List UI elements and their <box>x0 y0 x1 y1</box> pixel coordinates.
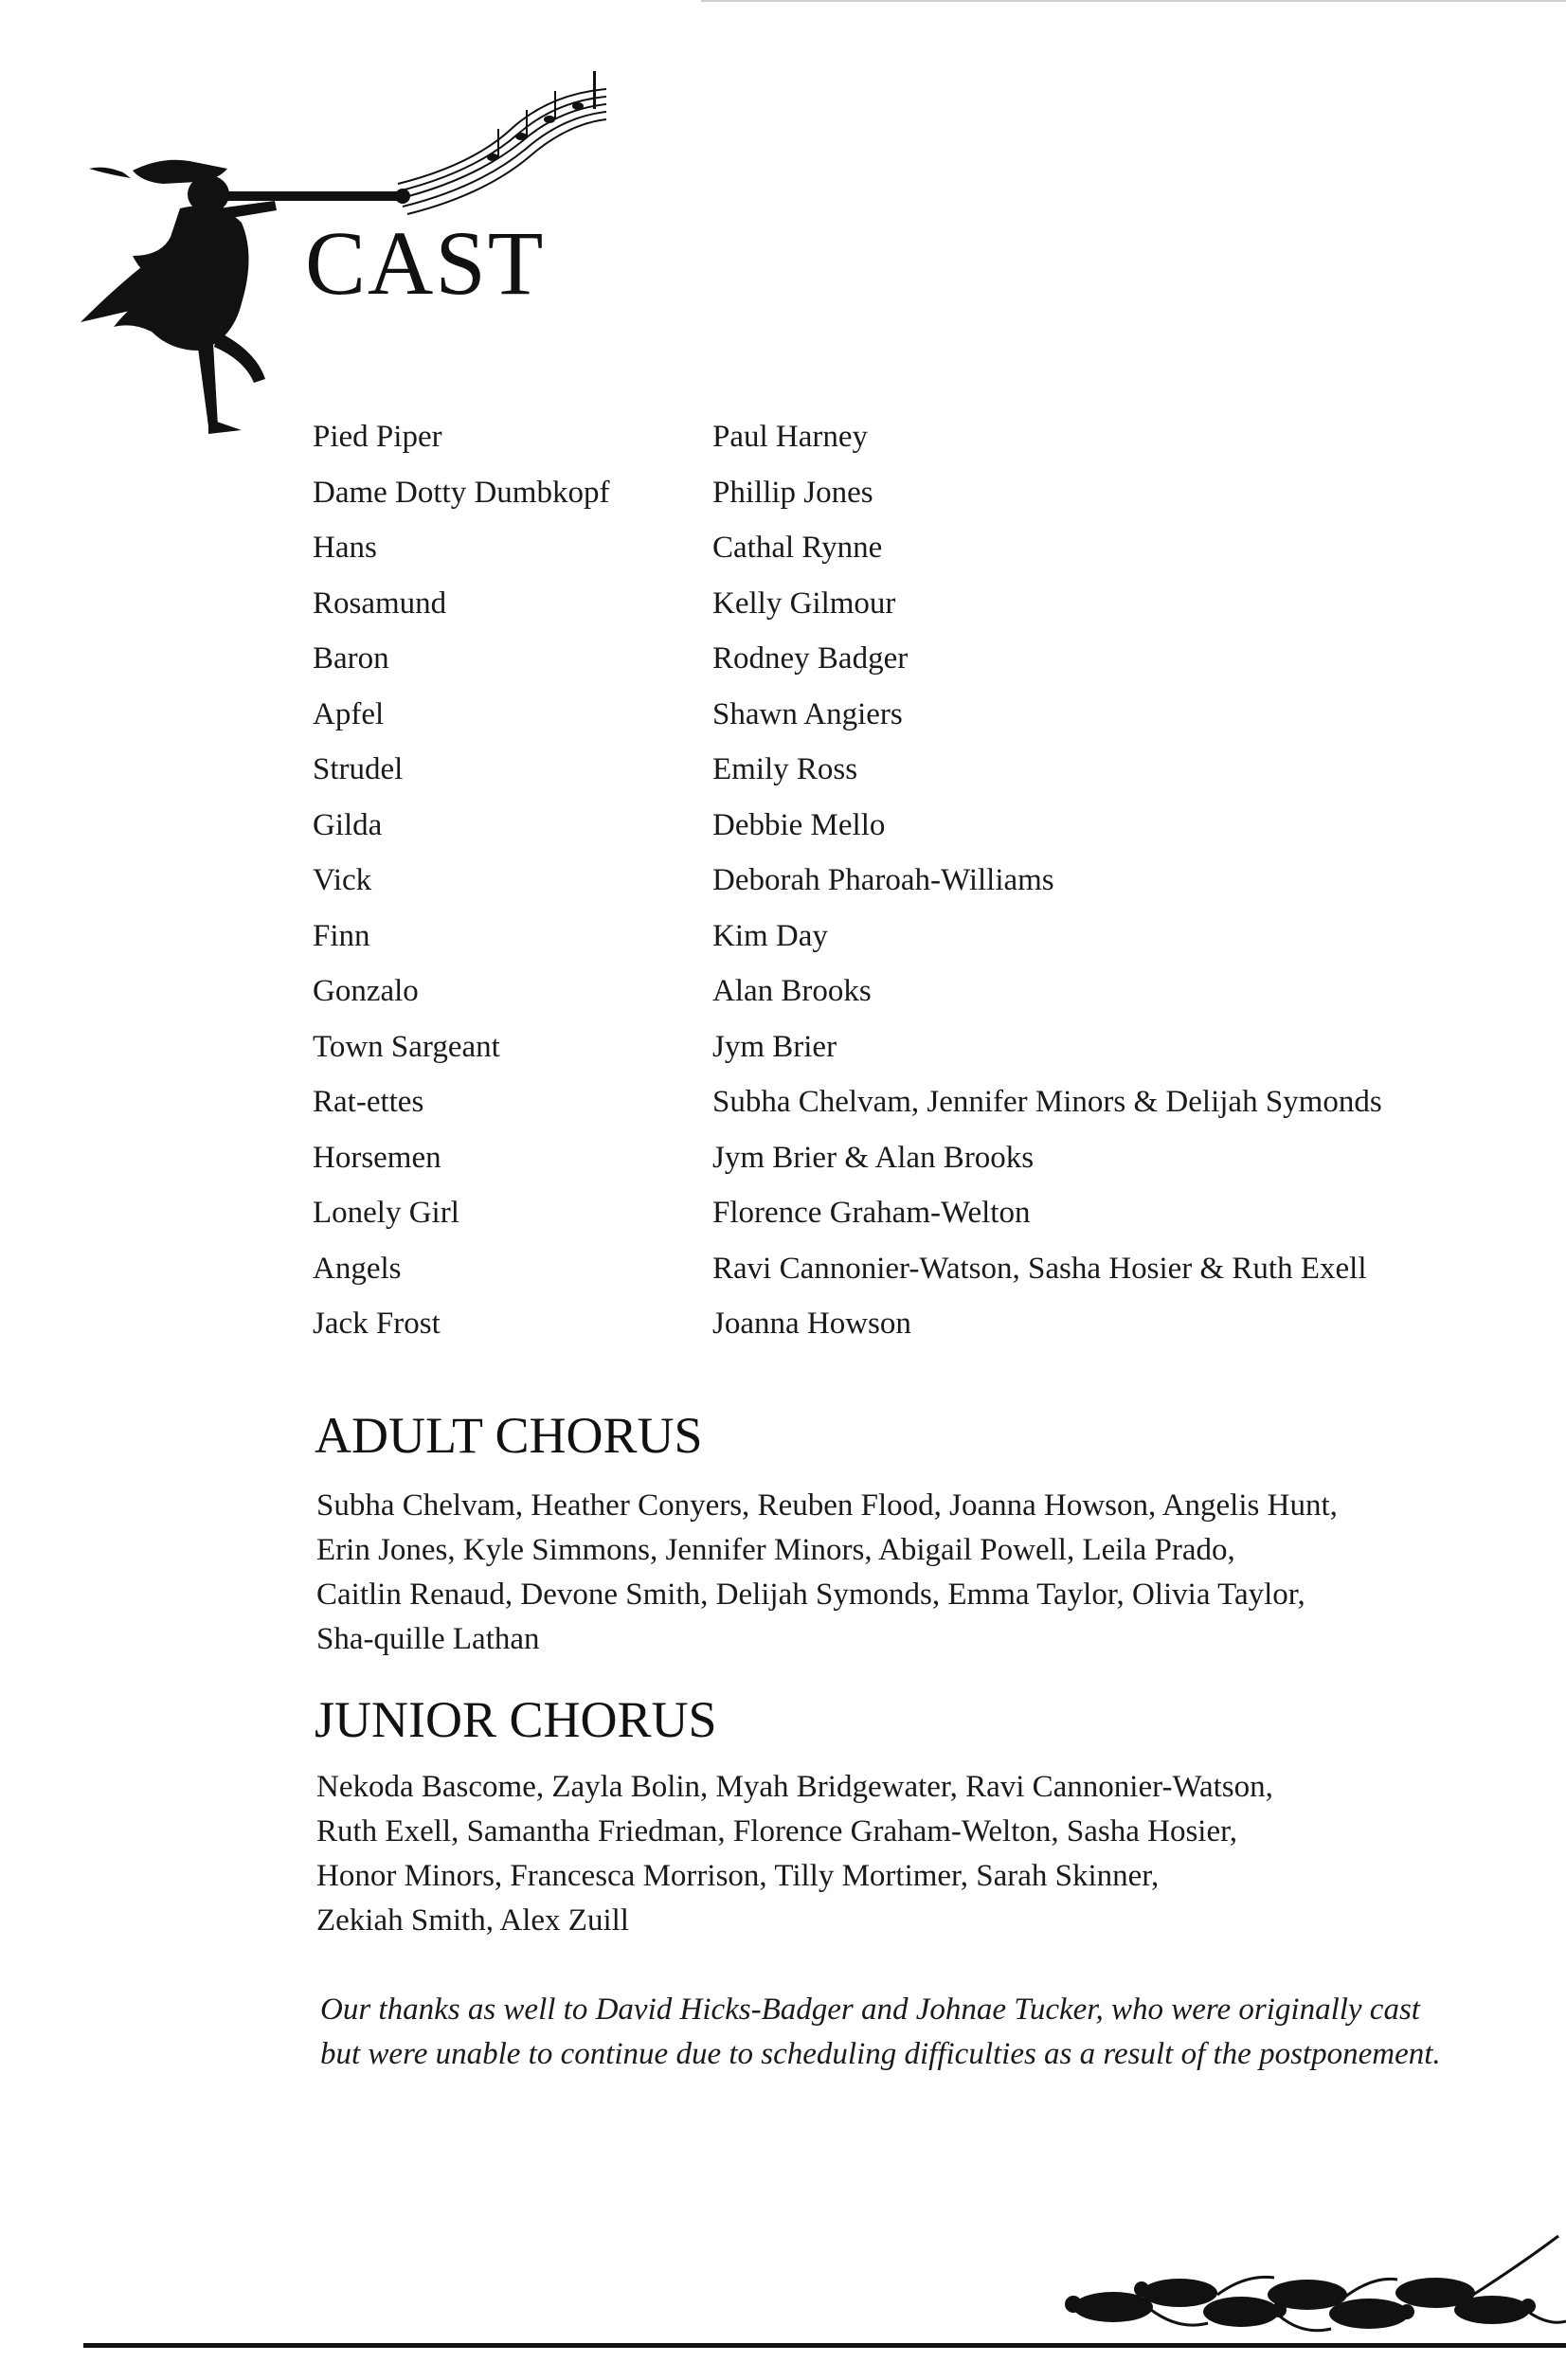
cast-actor: Phillip Jones <box>712 475 873 510</box>
cast-row <box>313 1074 1506 1130</box>
junior-chorus-line: Honor Minors, Francesca Morrison, Tilly Mortimer, Sarah Skinner, <box>316 1859 1160 1893</box>
cast-row <box>313 853 1506 909</box>
cast-actor: Paul Harney <box>712 420 869 454</box>
cast-actor: Alan Brooks <box>712 974 872 1008</box>
cast-row <box>313 1241 1506 1297</box>
cast-actor: Jym Brier & Alan Brooks <box>712 1140 1035 1175</box>
cast-role: Baron <box>313 641 389 676</box>
cast-list <box>313 409 1506 1352</box>
cast-actor: Rodney Badger <box>712 641 909 676</box>
junior-chorus-line: Zekiah Smith, Alex Zuill <box>316 1903 629 1938</box>
cast-actor: Cathal Rynne <box>712 531 883 565</box>
cast-row <box>313 520 1506 576</box>
cast-row <box>313 576 1506 632</box>
top-edge-line <box>701 0 1566 2</box>
cast-actor: Deborah Pharoah-Williams <box>712 863 1054 897</box>
cast-role: Jack Frost <box>313 1307 441 1341</box>
rats-silhouette-icon <box>1047 2217 1566 2345</box>
cast-actor: Jym Brier <box>712 1029 837 1064</box>
junior-chorus-heading: JUNIOR CHORUS <box>315 1691 717 1748</box>
cast-role: Rosamund <box>313 586 447 621</box>
cast-actor: Kelly Gilmour <box>712 586 896 621</box>
cast-actor: Subha Chelvam, Jennifer Minors & Delijah Symonds <box>712 1085 1382 1119</box>
cast-actor: Ravi Cannonier-Watson, Sasha Hosier & Ruth Exell <box>712 1251 1367 1286</box>
cast-role: Hans <box>313 531 377 565</box>
cast-row <box>313 1296 1506 1352</box>
thanks-line: Our thanks as well to David Hicks-Badger and Johnae Tucker, who were originally cast <box>320 1992 1420 2027</box>
cast-row <box>313 1019 1506 1075</box>
cast-role: Apfel <box>313 696 385 731</box>
cast-role: Angels <box>313 1251 402 1286</box>
adult-chorus-line: Erin Jones, Kyle Simmons, Jennifer Minors, Abigail Powell, Leila Prado, <box>316 1533 1235 1567</box>
cast-row <box>313 798 1506 854</box>
cast-row <box>313 409 1506 465</box>
cast-role: Rat-ettes <box>313 1085 424 1119</box>
cast-actor: Kim Day <box>712 918 828 953</box>
adult-chorus-heading: ADULT CHORUS <box>315 1407 703 1464</box>
cast-row <box>313 909 1506 965</box>
cast-actor: Debbie Mello <box>712 807 886 842</box>
cast-role: Gilda <box>313 807 383 842</box>
cast-row <box>313 465 1506 521</box>
adult-chorus-line: Subha Chelvam, Heather Conyers, Reuben Flood, Joanna Howson, Angelis Hunt, <box>316 1488 1338 1523</box>
cast-role: Town Sargeant <box>313 1029 500 1064</box>
cast-actor: Florence Graham-Welton <box>712 1196 1031 1230</box>
cast-row <box>313 964 1506 1019</box>
cast-row <box>313 1185 1506 1241</box>
cast-role: Lonely Girl <box>313 1196 459 1230</box>
cast-role: Strudel <box>313 752 404 786</box>
junior-chorus-line: Nekoda Bascome, Zayla Bolin, Myah Bridgewater, Ravi Cannonier-Watson, <box>316 1770 1273 1804</box>
cast-row <box>313 742 1506 798</box>
cast-role: Horsemen <box>313 1140 441 1175</box>
cast-role: Pied Piper <box>313 420 442 454</box>
cast-row <box>313 1130 1506 1186</box>
bottom-rule <box>83 2343 1566 2348</box>
cast-actor: Emily Ross <box>712 752 858 786</box>
adult-chorus-line: Sha-quille Lathan <box>316 1622 540 1656</box>
cast-actor: Joanna Howson <box>712 1307 911 1341</box>
cast-role: Vick <box>313 863 372 897</box>
thanks-line: but were unable to continue due to scheduling difficulties as a result of the postponement. <box>320 2037 1441 2071</box>
adult-chorus-line: Caitlin Renaud, Devone Smith, Delijah Symonds, Emma Taylor, Olivia Taylor, <box>316 1578 1305 1612</box>
page-title: CAST <box>305 212 546 314</box>
cast-role: Finn <box>313 918 370 953</box>
junior-chorus-list <box>316 1765 1529 1943</box>
cast-role: Dame Dotty Dumbkopf <box>313 475 610 510</box>
junior-chorus-line: Ruth Exell, Samantha Friedman, Florence Graham-Welton, Sasha Hosier, <box>316 1814 1238 1848</box>
cast-row <box>313 687 1506 743</box>
thanks-note <box>320 1988 1542 2077</box>
cast-actor: Shawn Angiers <box>712 696 903 731</box>
adult-chorus-list <box>316 1484 1529 1662</box>
cast-row <box>313 631 1506 687</box>
cast-role: Gonzalo <box>313 974 419 1008</box>
